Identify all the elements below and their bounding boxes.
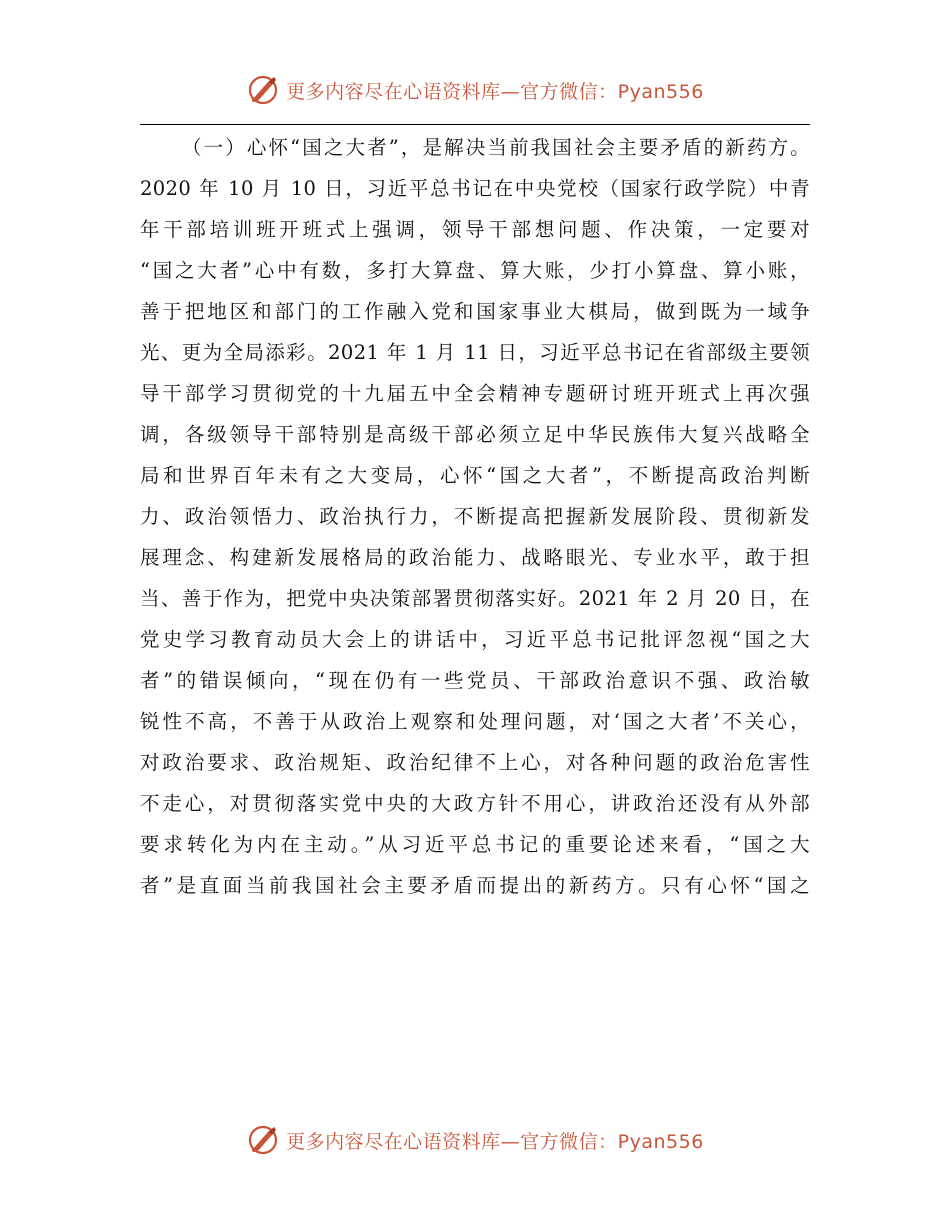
text-line: 导干部学习贯彻党的十九届五中全会精神专题研讨班开班式上再次强 [140, 382, 810, 405]
text-line: 不走心，对贯彻落实党中央的大政方针不用心，讲政治还没有从外部 [140, 792, 810, 815]
text-line: 要求转化为内在主动。”从习近平总书记的重要论述来看，“国之大 [140, 833, 810, 856]
text-line: 锐性不高，不善于从政治上观察和处理问题，对‘国之大者’不关心， [140, 710, 810, 733]
text-line: 党史学习教育动员大会上的讲话中，习近平总书记批评忽视“国之大 [140, 628, 810, 651]
text-line: 对政治要求、政治规矩、政治纪律不上心，对各种问题的政治危害性 [140, 751, 810, 774]
pen-logo-icon [246, 73, 280, 107]
text-line: 局和世界百年未有之大变局，心怀“国之大者”，不断提高政治判断 [140, 464, 810, 487]
text-line: 善于把地区和部门的工作融入党和国家事业大棋局，做到既为一域争 [140, 300, 810, 323]
header-banner [0, 70, 950, 110]
pen-logo-icon [246, 1123, 280, 1157]
text-line: 展理念、构建新发展格局的政治能力、战略眼光、专业水平，敢于担 [140, 546, 810, 569]
text-line: （一）心怀“国之大者”，是解决当前我国社会主要矛盾的新药方。 [182, 136, 810, 159]
text-line: 者”的错误倾向，“现在仍有一些党员、干部政治意识不强、政治敏 [140, 669, 810, 692]
header-divider [140, 124, 810, 125]
footer-banner [0, 1120, 950, 1160]
text-line: 者”是直面当前我国社会主要矛盾而提出的新药方。只有心怀“国之 [140, 874, 810, 897]
text-line: 2020 年 10 月 10 日，习近平总书记在中央党校（国家行政学院）中青 [140, 177, 810, 200]
text-line: 光、更为全局添彩。2021 年 1 月 11 日，习近平总书记在省部级主要领 [140, 341, 810, 364]
text-line: 当、善于作为，把党中央决策部署贯彻落实好。2021 年 2 月 20 日，在 [140, 587, 810, 610]
text-line: 力、政治领悟力、政治执行力，不断提高把握新发展阶段、贯彻新发 [140, 505, 810, 528]
document-body [140, 127, 810, 906]
text-line: 年干部培训班开班式上强调，领导干部想问题、作决策，一定要对 [140, 218, 810, 241]
text-line: 调，各级领导干部特别是高级干部必须立足中华民族伟大复兴战略全 [140, 423, 810, 446]
footer-text: 更多内容尽在心语资料库—官方微信：Pyan556 [286, 1130, 704, 1153]
header-text: 更多内容尽在心语资料库—官方微信：Pyan556 [286, 80, 704, 103]
text-line: “国之大者”心中有数，多打大算盘、算大账，少打小算盘、算小账， [140, 259, 810, 282]
